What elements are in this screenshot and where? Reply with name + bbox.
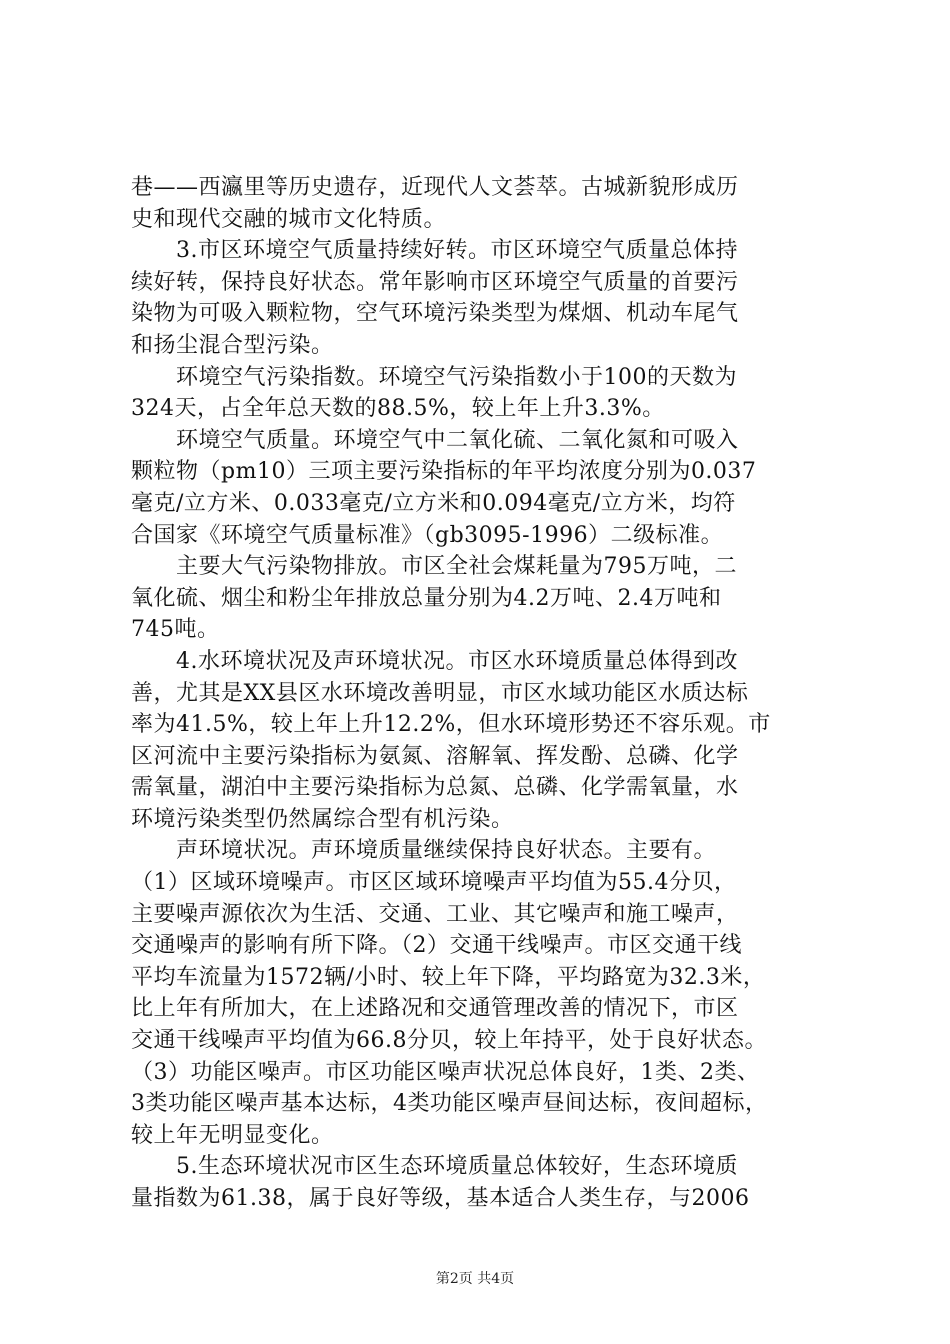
- text-line: 声环境状况。声环境质量继续保持良好状态。主要有。: [131, 838, 717, 864]
- text-line: 率为41.5%，较上年上升12.2%，但水环境形势还不容乐观。市: [131, 712, 771, 738]
- body-text: [131, 172, 853, 1215]
- text-line: 环境空气质量。环境空气中二氧化硫、二氧化氮和可吸入: [131, 427, 739, 453]
- text-line: 较上年无明显变化。: [131, 1122, 334, 1148]
- text-line: 4.水环境状况及声环境状况。市区水环境质量总体得到改: [131, 648, 738, 674]
- text-line: 环境空气污染指数。环境空气污染指数小于100的天数为: [131, 364, 737, 390]
- text-line: 745吨。: [131, 617, 220, 643]
- text-line: 交通噪声的影响有所下降。（2）交通干线噪声。市区交通干线: [131, 933, 742, 959]
- text-line: 史和现代交融的城市文化特质。: [131, 206, 447, 232]
- text-line: 续好转，保持良好状态。常年影响市区环境空气质量的首要污: [131, 269, 739, 295]
- text-line: 3类功能区噪声基本达标，4类功能区噪声昼间达标，夜间超标，: [131, 1091, 768, 1117]
- text-line: 需氧量，湖泊中主要污染指标为总氮、总磷、化学需氧量，水: [131, 775, 739, 801]
- page-number-footer: 第2页 共4页: [435, 1271, 515, 1287]
- text-line: 主要噪声源依次为生活、交通、工业、其它噪声和施工噪声，: [131, 901, 739, 927]
- text-line: 毫克/立方米、0.033毫克/立方米和0.094毫克/立方米，均符: [131, 490, 736, 516]
- text-line: 合国家《环境空气质量标准》（gb3095-1996）二级标准。: [131, 522, 724, 548]
- text-line: （1）区域环境噪声。市区区域环境噪声平均值为55.4分贝，: [131, 870, 737, 896]
- text-line: 巷——西瀛里等历史遗存，近现代人文荟萃。古城新貌形成历: [131, 175, 739, 200]
- text-line: 和扬尘混合型污染。: [131, 332, 334, 358]
- text-line: 量指数为61.38，属于良好等级，基本适合人类生存，与2006: [131, 1186, 750, 1211]
- text-line: 环境污染类型仍然属综合型有机污染。: [131, 806, 514, 832]
- text-line: （3）功能区噪声。市区功能区噪声状况总体良好，1类、2类、: [131, 1059, 760, 1085]
- text-line: 善，尤其是XX县区水环境改善明显，市区水域功能区水质达标: [131, 680, 749, 706]
- text-line: 染物为可吸入颗粒物，空气环境污染类型为煤烟、机动车尾气: [131, 301, 739, 327]
- text-line: 3.市区环境空气质量持续好转。市区环境空气质量总体持: [131, 238, 738, 264]
- text-line: 氧化硫、烟尘和粉尘年排放总量分别为4.2万吨、2.4万吨和: [131, 585, 722, 611]
- text-line: 交通干线噪声平均值为66.8分贝，较上年持平，处于良好状态。: [131, 1028, 767, 1054]
- text-line: 区河流中主要污染指标为氨氮、溶解氧、挥发酚、总磷、化学: [131, 743, 739, 769]
- text-line: 比上年有所加大，在上述路况和交通管理改善的情况下，市区: [131, 996, 739, 1022]
- text-line: 324天，占全年总天数的88.5%，较上年上升3.3%。: [131, 396, 665, 422]
- text-line: 平均车流量为1572辆/小时、较上年下降，平均路宽为32.3米，: [131, 964, 766, 990]
- text-line: 主要大气污染物排放。市区全社会煤耗量为795万吨，二: [131, 554, 737, 580]
- text-line: 5.生态环境状况市区生态环境质量总体较好，生态环境质: [131, 1154, 738, 1180]
- text-line: 颗粒物（pm10）三项主要污染指标的年平均浓度分别为0.037: [131, 459, 757, 485]
